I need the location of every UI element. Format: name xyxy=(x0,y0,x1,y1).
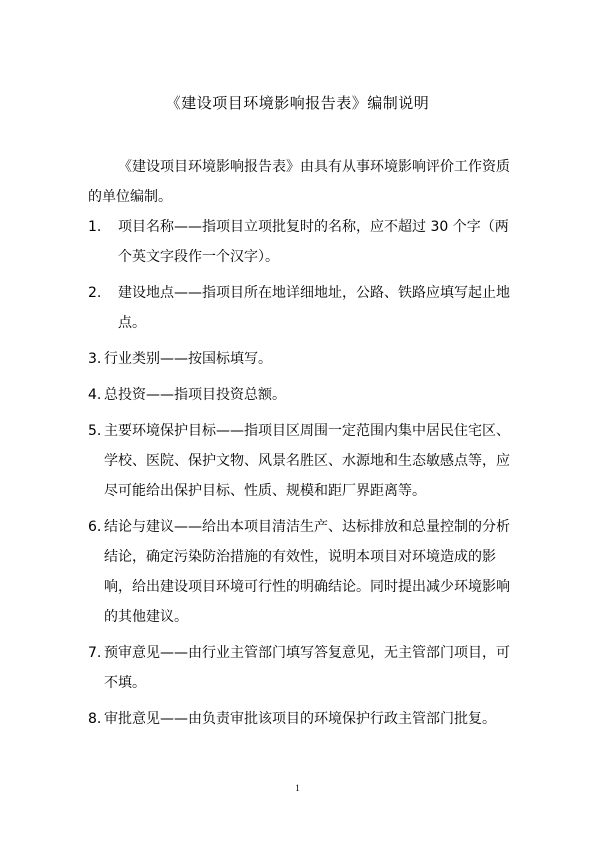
item-number: 8. xyxy=(88,711,102,727)
item-text: 审批意见——由负责审批该项目的环境保护行政主管部门批复。 xyxy=(104,711,496,727)
list-item xyxy=(88,512,518,632)
list-item xyxy=(88,380,518,410)
item-number: 3. xyxy=(88,351,102,367)
list-item xyxy=(88,704,518,734)
list-item xyxy=(88,638,518,698)
item-number: 2. xyxy=(88,285,102,301)
list-item xyxy=(88,212,518,272)
intro-paragraph: 《建设项目环境影响报告表》由具有从事环境影响评价工作资质的单位编制。 xyxy=(88,159,510,205)
item-text: 总投资——指项目投资总额。 xyxy=(104,387,286,403)
item-text: 预审意见——由行业主管部门填写答复意见，无主管部门项目，可不填。 xyxy=(104,645,510,691)
page-number: 1 xyxy=(295,783,300,793)
list-item xyxy=(88,416,518,506)
item-number: 7. xyxy=(88,645,102,661)
item-number: 6. xyxy=(88,519,102,535)
item-number: 5. xyxy=(88,423,102,439)
list-item xyxy=(88,344,518,374)
item-text: 行业类别——按国标填写。 xyxy=(104,351,272,367)
item-text: 主要环境保护目标——指项目区周围一定范围内集中居民住宅区、学校、医院、保护文物、风景名胜区、水源地和生态敏感点等，应尽可能给出保护目标、性质、规模和距厂界距离等。 xyxy=(104,423,510,499)
item-number: 1. xyxy=(88,219,102,235)
item-number: 4. xyxy=(88,387,102,403)
instruction-list xyxy=(88,212,518,740)
item-text: 结论与建议——给出本项目清洁生产、达标排放和总量控制的分析结论，确定污染防治措施的有效性，说明本项目对环境造成的影响，给出建设项目环境可行性的明确结论。同时提出减少环境影响的其他建议。 xyxy=(104,519,510,625)
item-text: 建设地点——指项目所在地详细地址，公路、铁路应填写起止地点。 xyxy=(118,285,510,331)
list-item xyxy=(88,278,518,338)
document-title: 《建设项目环境影响报告表》编制说明 xyxy=(165,94,430,112)
item-text: 项目名称——指项目立项批复时的名称，应不超过 30 个字（两个英文字段作一个汉字）。 xyxy=(118,219,509,265)
